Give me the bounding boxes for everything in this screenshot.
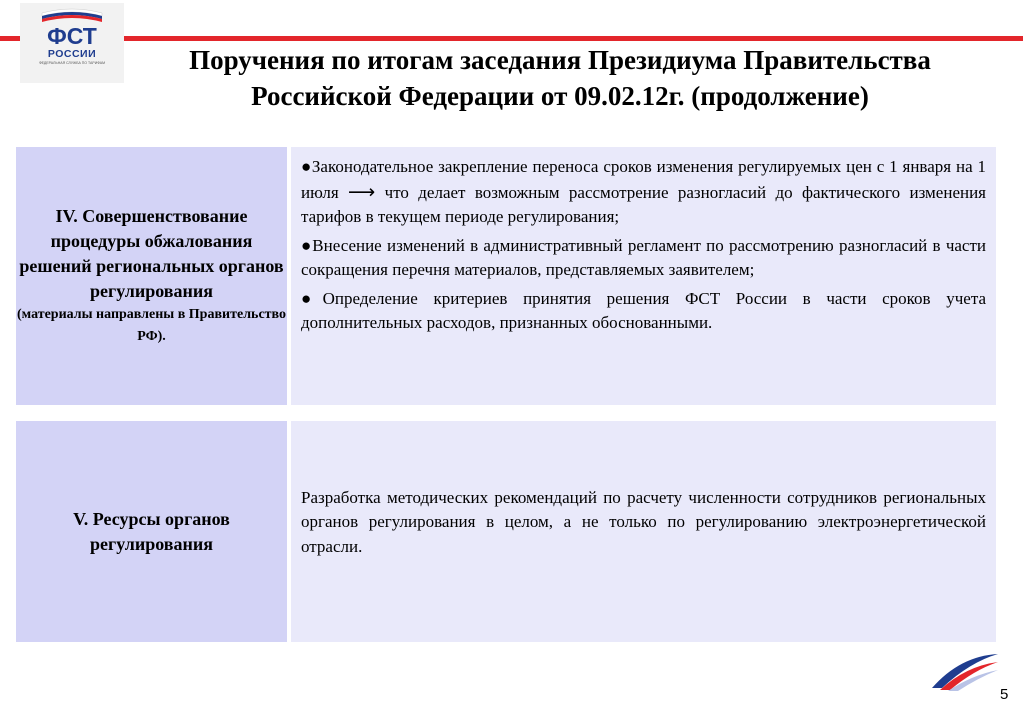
title-line-1: Поручения по итогам заседания Президиума Правительства — [189, 45, 931, 75]
section-v-content — [291, 421, 996, 642]
section-v-text: Разработка методических рекомендаций по расчету численности сотрудников региональных органов регулирования в целом, а не только по регулированию электроэнергетической отрасли. — [301, 487, 986, 556]
logo-russia: РОССИИ — [47, 48, 97, 60]
section-iv-item-2: ●Внесение изменений в административный регламент по рассмотрению разногласий в части сокращения перечня материалов, представляемых заявителем; — [301, 235, 986, 279]
item-1-text-b: что делает возможным рассмотрение разногласий до фактического изменения тарифов в текущем периоде регулирования; — [301, 182, 986, 226]
right-arrow-icon: ⟶ — [348, 180, 376, 203]
page-number: 5 — [1000, 686, 1009, 703]
logo-text — [20, 25, 124, 65]
section-iv-content — [291, 147, 996, 405]
section-v-heading: V. Ресурсы органов регулирования — [73, 508, 230, 554]
section-iv-row — [16, 147, 996, 405]
swoosh-logo-icon — [930, 648, 1000, 693]
section-iv-note: (материалы направлены в Правительство РФ). — [16, 307, 287, 344]
section-iv-label — [16, 147, 287, 405]
page-title — [110, 42, 1010, 114]
item-1-text-a: ●Законодательное закрепление переноса сроков изменения регулируемых цен с 1 января на 1 июля — [301, 157, 986, 202]
logo-subtitle: ФЕДЕРАЛЬНАЯ СЛУЖБА ПО ТАРИФАМ — [38, 60, 106, 65]
header-red-line — [0, 36, 1023, 41]
section-iv-item-1 — [301, 155, 986, 230]
title-line-2: Российской Федерации от 09.02.12г. (продолжение) — [251, 81, 869, 111]
logo-fst: ФСТ — [47, 23, 97, 49]
section-iv-item-3: ●Определение критериев принятия решения ФСТ России в части сроков учета дополнительных расходов, признанных обоснованными. — [301, 288, 986, 332]
section-v-row — [16, 421, 996, 642]
section-v-label — [16, 421, 287, 642]
section-iv-heading: IV. Совершенствование процедуры обжалования решений региональных органов регулирования — [19, 206, 284, 301]
fst-logo — [20, 3, 124, 83]
